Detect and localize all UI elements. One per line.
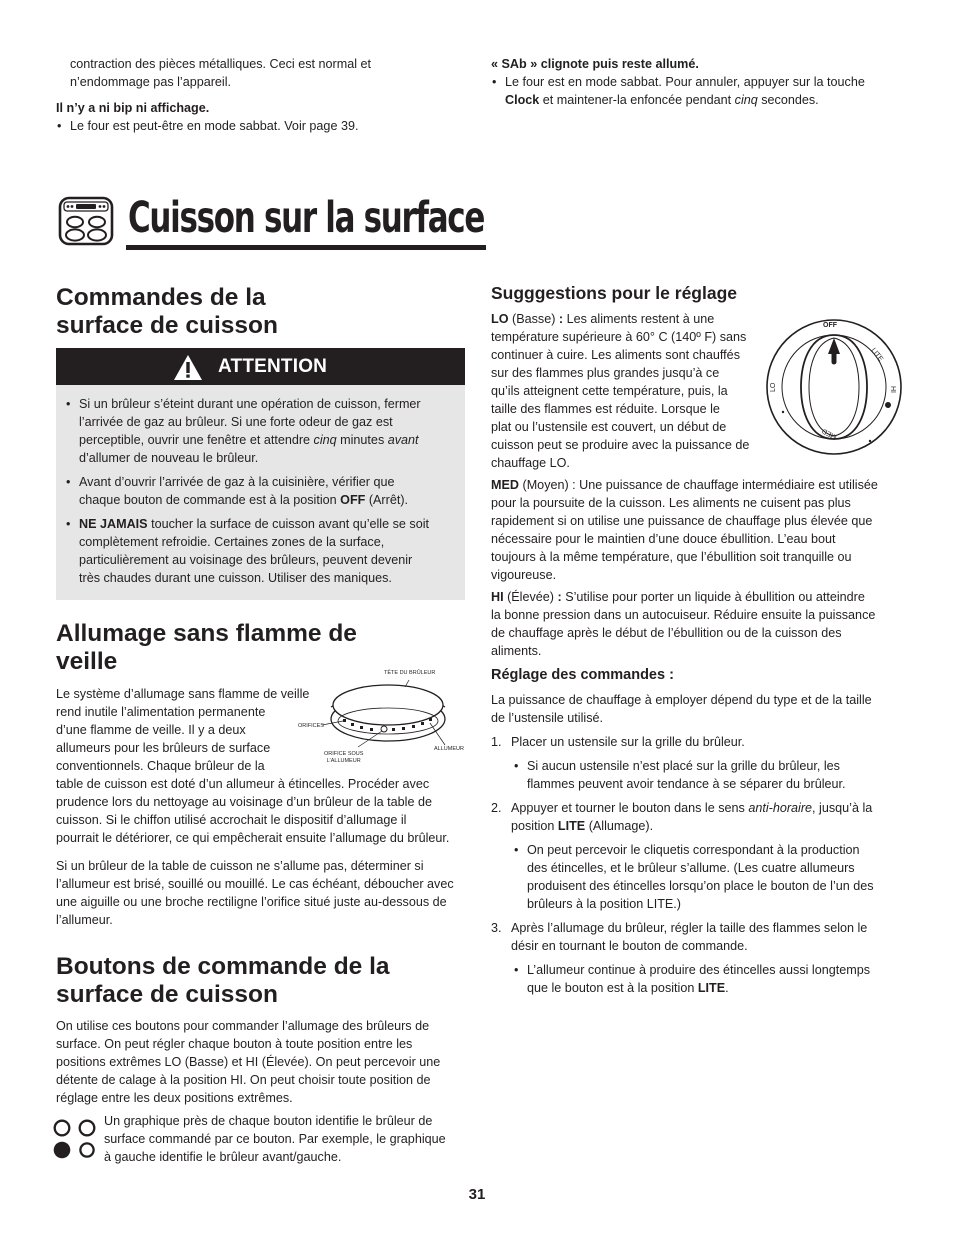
knob-label-med: MED bbox=[821, 426, 839, 441]
warning-triangle-icon bbox=[173, 354, 203, 381]
paragraph-med: MED (Moyen) : Une puissance de chauffage intermédiaire est utilisée pour la poursuite de la cuisson. Les aliments ne cuisent pas plus rapidement si on utilise une puissance de chauffage plus élevée que nécessaire pour le maintien d’une douce ébullition. L’eau bout toujours à la même température, que l’ébullition soit tranquille ou vigoureuse. bbox=[491, 478, 878, 582]
burner-head-icon bbox=[296, 667, 466, 767]
paragraph: Le système d’allumage sans flamme de veille rend inutile l’alimentation permanente d’une flamme de veille. Il y a deux allumeurs pour les brûleurs de surface conventionnels. Chaque brûleur de la table de cuisson est doté d’un allumeur à étincelles. Procéder avec prudence lors du nettoyage au voisinage d’un brûleur de la table de cuisson. Si le chiffon utilisé accrochait le dispositif d’allumage il pourrait le détériorer, ce qui empêcherait ensuite l’allumage du brûleur. bbox=[56, 687, 450, 845]
top-left-continuation bbox=[56, 55, 456, 135]
boutons-text bbox=[56, 1017, 476, 1107]
problem-heading: « SAb » clignote puis reste allumé. bbox=[491, 57, 699, 71]
knob-label-lo: LO bbox=[770, 382, 777, 392]
page-number: 31 bbox=[468, 1186, 486, 1203]
bullet-item: • L’allumeur continue à produire des étincelles aussi longtemps que le bouton est à la position LITE. bbox=[513, 961, 911, 997]
top-right-continuation bbox=[491, 55, 911, 109]
step-item: 3. Après l’allumage du brûleur, régler la taille des flammes selon le désir en tournant le bouton de commande. • L’allumeur continue à produire des étincelles aussi longtemps que le bouton est à la position LITE. bbox=[491, 919, 911, 997]
text-line: contraction des pièces métalliques. Ceci est normal et bbox=[70, 57, 371, 71]
attention-label: ATTENTION bbox=[218, 356, 328, 377]
subsection-title-suggestions: Sugggestions pour le réglage bbox=[491, 283, 738, 303]
paragraph: Si un brûleur de la table de cuisson ne s’allume pas, déterminer si l’allumeur est brisé, souillé ou mouillé. Le cas échéant, déboucher avec une aiguille ou une broche rectiligne l’orifice situé juste au-dessous de l’allumeur. bbox=[56, 859, 454, 927]
bullet-item: • Si aucun ustensile n’est placé sur la grille du brûleur, les flammes peuvent avoir tendance à se séparer du brûleur. bbox=[513, 757, 911, 793]
label-igniter-orifice: ORIFICE SOUS L’ALLUMEUR bbox=[324, 751, 364, 764]
section-title-boutons: Boutons de commande de la surface de cuisson bbox=[56, 953, 390, 1008]
label-orifices: ORIFICES bbox=[298, 723, 324, 729]
step-item: 1. Placer un ustensile sur la grille du brûleur. • Si aucun ustensile n’est placé sur la grille du brûleur, les flammes peuvent avoir tendance à se séparer du brûleur. bbox=[491, 733, 911, 793]
burner-figure bbox=[296, 667, 466, 767]
paragraph: Un graphique près de chaque bouton identifie le brûleur de surface commandé par ce bouton. Par exemple, le graphique à gauche identifie le brûleur avant/gauche. bbox=[104, 1114, 446, 1164]
paragraph-lo: LO (Basse) : Les aliments restent à une température supérieure à 60° C (140º F) sans continuer à cuire. Les aliments sont chauffés sur des flammes plus grandes jusqu’à ce qu’ils atteignent cette température, puis, la taille des flammes est réduite. Lorsque le plat ou l’ustensile est couvert, un début de cuisson peut se produire avec la puissance de chauffage LO. bbox=[491, 312, 750, 470]
knob-label-hi: HI bbox=[889, 386, 896, 393]
bullet-item: • Le four est peut-être en mode sabbat. Voir page 39. bbox=[56, 117, 456, 135]
section-title-commandes: Commandes de la surface de cuisson bbox=[56, 284, 278, 339]
label-igniter: ALLUMEUR bbox=[434, 746, 464, 752]
boutons-graphic-text bbox=[104, 1112, 474, 1166]
reglage-text bbox=[491, 691, 911, 997]
attention-bar bbox=[56, 348, 465, 385]
section-title-allumage: Allumage sans flamme de veille bbox=[56, 620, 357, 675]
knob-label-off: OFF bbox=[823, 322, 837, 329]
problem-heading: Il n’y a ni bip ni affichage. bbox=[56, 101, 210, 115]
bullet-item: • Si un brûleur s’éteint durant une opération de cuisson, fermer l’arrivée de gaz au brûleur. Si une forte odeur de gaz est perceptible, ouvrir une fenêtre et attendre cinq minutes avant d’allumer de nouveau le brûleur. bbox=[65, 395, 455, 467]
paragraph-hi: HI (Élevée) : S’utilise pour porter un liquide à ébullition ou atteindre la bonne pression dans un autocuiseur. Réduire ensuite la puissance de chauffage après le début de l’ébullition ou de la cuisson des aliments. bbox=[491, 590, 876, 658]
bullet-item: • On peut percevoir le cliquetis correspondant à la production des étincelles, et le brûleur s’allume. (Les cuatre allumeurs produisent des étincelles lorsqu’on place le bouton de l’un des brûleurs à la position LITE.) bbox=[513, 841, 911, 913]
control-knob-diagram bbox=[764, 316, 904, 458]
text-line: n’endommage pas l’appareil. bbox=[70, 75, 232, 89]
paragraph: On utilise ces boutons pour commander l’allumage des brûleurs de surface. On peut régler chaque bouton à toute position entre les positions extrêmes LO (Basse) et HI (Élevée). On peut percevoir une détente de calage à la position HI. On peut choisir toute position de réglage entre les deux positions extrêmes. bbox=[56, 1019, 441, 1105]
step-item: 2. Appuyer et tourner le bouton dans le sens anti-horaire, jusqu’à la position LITE (Allumage). • On peut percevoir le cliquetis correspondant à la production des étincelles, et le brûleur s’allume. (Les cuatre allumeurs produisent des étincelles lorsqu’on place le bouton de l’un des brûleurs à la position LITE.) bbox=[491, 799, 911, 913]
subsection-title-reglage: Réglage des commandes : bbox=[491, 667, 674, 683]
attention-panel bbox=[56, 385, 465, 600]
chapter-rule bbox=[126, 245, 486, 250]
label-burner-head: TÊTE DU BRÛLEUR bbox=[384, 670, 436, 676]
bullet-item: • Le four est en mode sabbat. Pour annuler, appuyer sur la touche Clock et maintener-la enfoncée pendant cinq secondes. bbox=[491, 73, 911, 109]
bullet-item: • NE JAMAIS toucher la surface de cuisson avant qu’elle se soit complètement refroidie. Certaines zones de la surface, particulièrement au voisinage des brûleurs, peuvent devenir très chaudes durant une cuisson. Utiliser des maniques. bbox=[65, 515, 455, 587]
cooktop-icon bbox=[58, 196, 114, 251]
bullet-item: • Avant d’ouvrir l’arrivée de gaz à la cuisinière, vérifier que chaque bouton de commande est à la position OFF (Arrêt). bbox=[65, 473, 455, 509]
chapter-title: Cuisson sur la surface bbox=[128, 193, 485, 243]
paragraph: La puissance de chauffage à employer dépend du type et de la taille de l’ustensile utilisé. bbox=[491, 693, 872, 725]
burner-location-icon bbox=[52, 1117, 98, 1161]
knob-label-lite: LITE bbox=[869, 347, 885, 363]
